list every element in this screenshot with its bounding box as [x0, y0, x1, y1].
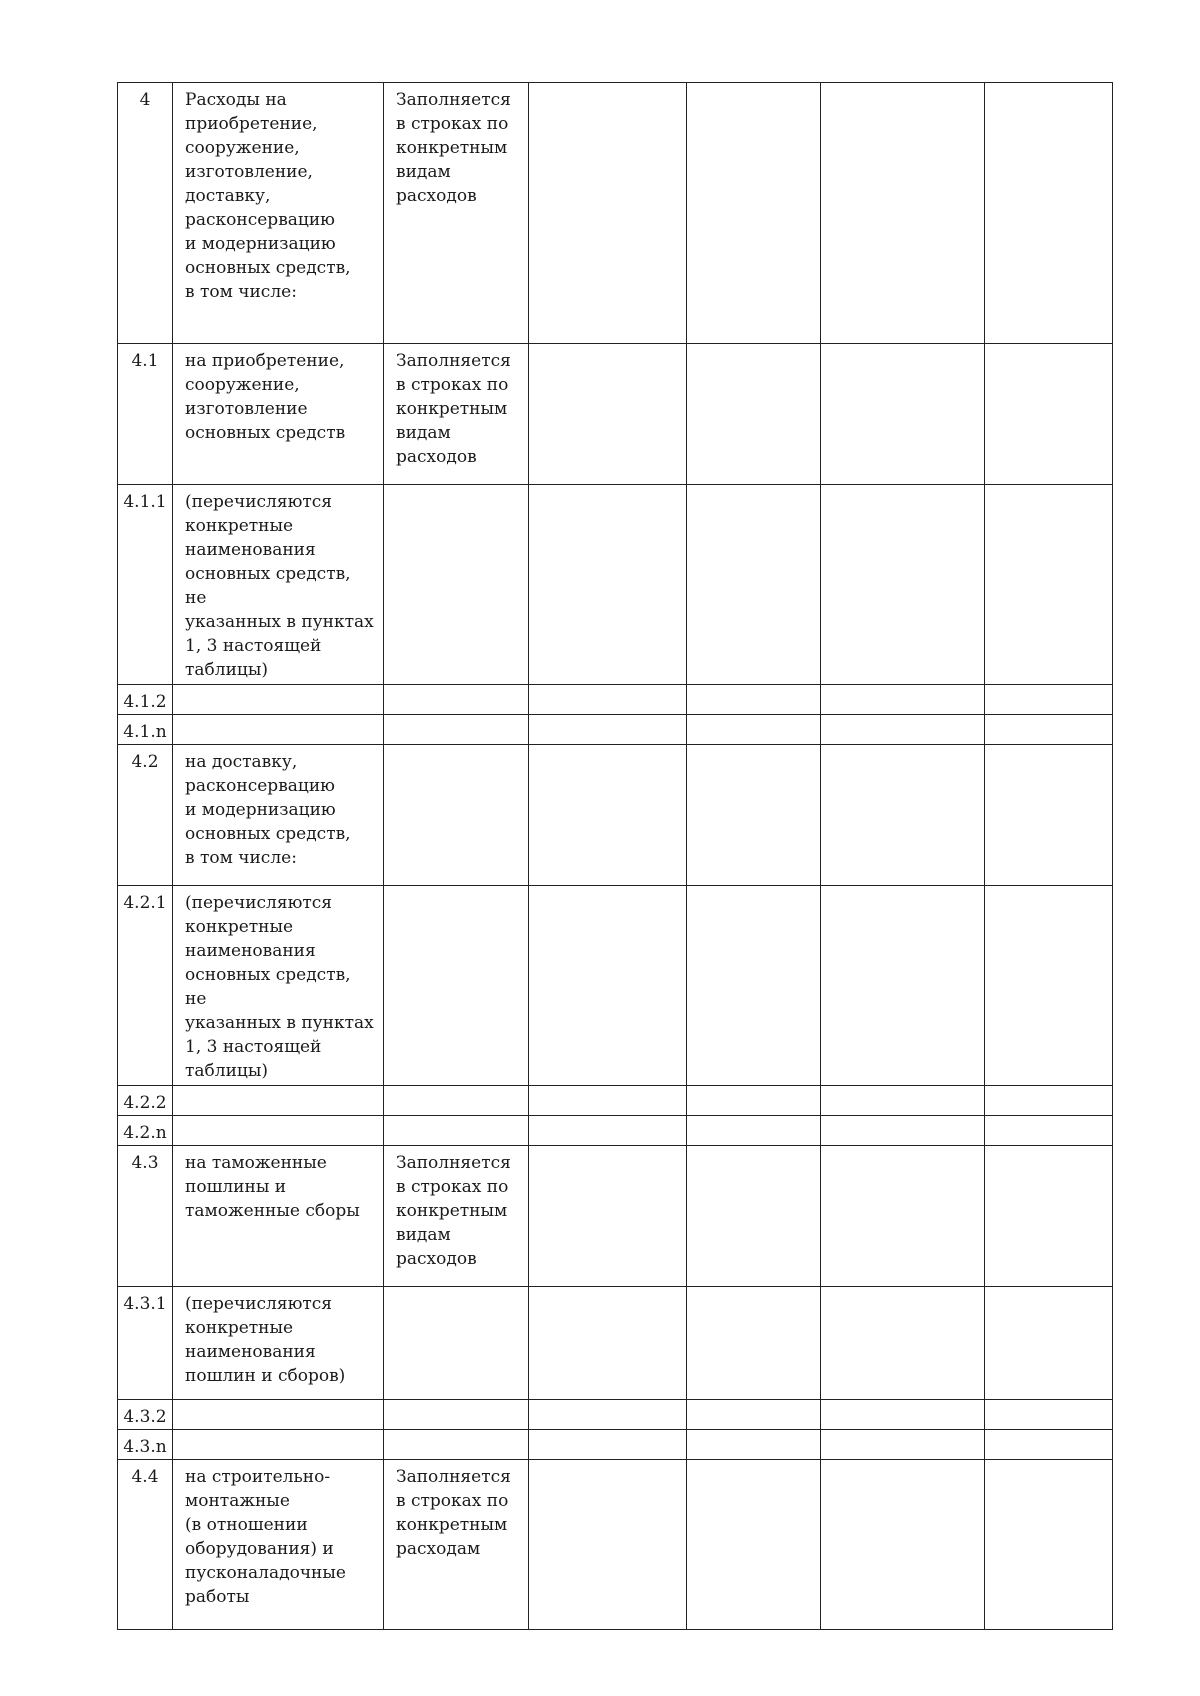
empty-cell: [985, 1430, 1113, 1460]
row-name: на приобретение, сооружение, изготовление основных средств: [173, 344, 384, 485]
row-number: 4.1.n: [118, 715, 173, 745]
row-number: 4.3.1: [118, 1287, 173, 1400]
empty-cell: [821, 745, 985, 886]
row-note: Заполняется в строках по конкретным видам расходов: [384, 83, 529, 344]
table-row: [118, 1287, 1113, 1400]
row-name: (перечисляются конкретные наименования основных средств, не указанных в пунктах 1, 3 настоящей таблицы): [173, 485, 384, 685]
row-note: [384, 685, 529, 715]
table-row: [118, 745, 1113, 886]
empty-cell: [529, 1116, 687, 1146]
empty-cell: [821, 1116, 985, 1146]
row-name: (перечисляются конкретные наименования основных средств, не указанных в пунктах 1, 3 настоящей таблицы): [173, 886, 384, 1086]
table-row: [118, 1430, 1113, 1460]
table-row: [118, 83, 1113, 344]
row-name: на таможенные пошлины и таможенные сборы: [173, 1146, 384, 1287]
empty-cell: [687, 83, 821, 344]
empty-cell: [985, 1086, 1113, 1116]
row-number: 4.1: [118, 344, 173, 485]
empty-cell: [985, 685, 1113, 715]
row-note: Заполняется в строках по конкретным видам расходов: [384, 1146, 529, 1287]
empty-cell: [985, 1287, 1113, 1400]
row-number: 4.2.1: [118, 886, 173, 1086]
row-note: Заполняется в строках по конкретным видам расходов: [384, 344, 529, 485]
row-number: 4.2.n: [118, 1116, 173, 1146]
empty-cell: [821, 1086, 985, 1116]
empty-cell: [821, 485, 985, 685]
table-row: [118, 1116, 1113, 1146]
empty-cell: [529, 1086, 687, 1116]
table-row: [118, 685, 1113, 715]
row-name: Расходы на приобретение, сооружение, изготовление, доставку, расконсервацию и модернизацию основных средств, в том числе:: [173, 83, 384, 344]
empty-cell: [821, 1460, 985, 1630]
row-number: 4.3: [118, 1146, 173, 1287]
empty-cell: [821, 1430, 985, 1460]
empty-cell: [985, 485, 1113, 685]
table-row: [118, 1460, 1113, 1630]
empty-cell: [985, 1116, 1113, 1146]
empty-cell: [529, 745, 687, 886]
empty-cell: [529, 715, 687, 745]
empty-cell: [985, 344, 1113, 485]
empty-cell: [687, 685, 821, 715]
empty-cell: [821, 1146, 985, 1287]
empty-cell: [985, 1460, 1113, 1630]
table-row: [118, 1086, 1113, 1116]
row-name: на доставку, расконсервацию и модернизацию основных средств, в том числе:: [173, 745, 384, 886]
row-note: [384, 715, 529, 745]
row-note: [384, 1287, 529, 1400]
row-name: [173, 715, 384, 745]
empty-cell: [529, 685, 687, 715]
row-note: Заполняется в строках по конкретным расходам: [384, 1460, 529, 1630]
empty-cell: [821, 715, 985, 745]
empty-cell: [821, 1400, 985, 1430]
table-row: [118, 715, 1113, 745]
row-number: 4: [118, 83, 173, 344]
row-name: [173, 1086, 384, 1116]
table-row: [118, 1146, 1113, 1287]
row-note: [384, 1430, 529, 1460]
empty-cell: [529, 1460, 687, 1630]
expense-table: [117, 82, 1113, 1630]
empty-cell: [687, 886, 821, 1086]
empty-cell: [687, 715, 821, 745]
row-name: [173, 685, 384, 715]
row-name: [173, 1430, 384, 1460]
empty-cell: [687, 485, 821, 685]
empty-cell: [821, 886, 985, 1086]
empty-cell: [985, 1146, 1113, 1287]
row-number: 4.3.2: [118, 1400, 173, 1430]
row-name: (перечисляются конкретные наименования пошлин и сборов): [173, 1287, 384, 1400]
empty-cell: [985, 1400, 1113, 1430]
empty-cell: [985, 83, 1113, 344]
row-note: [384, 1086, 529, 1116]
empty-cell: [985, 886, 1113, 1086]
empty-cell: [687, 1400, 821, 1430]
table-row: [118, 1400, 1113, 1430]
empty-cell: [529, 83, 687, 344]
empty-cell: [687, 745, 821, 886]
table-row: [118, 344, 1113, 485]
empty-cell: [821, 83, 985, 344]
empty-cell: [529, 485, 687, 685]
empty-cell: [687, 1287, 821, 1400]
empty-cell: [687, 1146, 821, 1287]
row-note: [384, 1400, 529, 1430]
empty-cell: [985, 715, 1113, 745]
row-note: [384, 1116, 529, 1146]
empty-cell: [529, 1146, 687, 1287]
row-number: 4.1.1: [118, 485, 173, 685]
empty-cell: [985, 745, 1113, 886]
table-row: [118, 485, 1113, 685]
row-name: [173, 1400, 384, 1430]
row-number: 4.4: [118, 1460, 173, 1630]
empty-cell: [687, 1430, 821, 1460]
empty-cell: [821, 1287, 985, 1400]
table-row: [118, 886, 1113, 1086]
empty-cell: [529, 1400, 687, 1430]
empty-cell: [529, 344, 687, 485]
empty-cell: [529, 886, 687, 1086]
row-number: 4.1.2: [118, 685, 173, 715]
empty-cell: [821, 685, 985, 715]
empty-cell: [821, 344, 985, 485]
empty-cell: [687, 1116, 821, 1146]
row-note: [384, 886, 529, 1086]
row-name: [173, 1116, 384, 1146]
row-number: 4.3.n: [118, 1430, 173, 1460]
row-name: на строительно- монтажные (в отношении оборудования) и пусконаладочные работы: [173, 1460, 384, 1630]
empty-cell: [687, 1460, 821, 1630]
empty-cell: [687, 1086, 821, 1116]
empty-cell: [529, 1430, 687, 1460]
empty-cell: [687, 344, 821, 485]
row-number: 4.2: [118, 745, 173, 886]
empty-cell: [529, 1287, 687, 1400]
row-number: 4.2.2: [118, 1086, 173, 1116]
row-note: [384, 745, 529, 886]
row-note: [384, 485, 529, 685]
